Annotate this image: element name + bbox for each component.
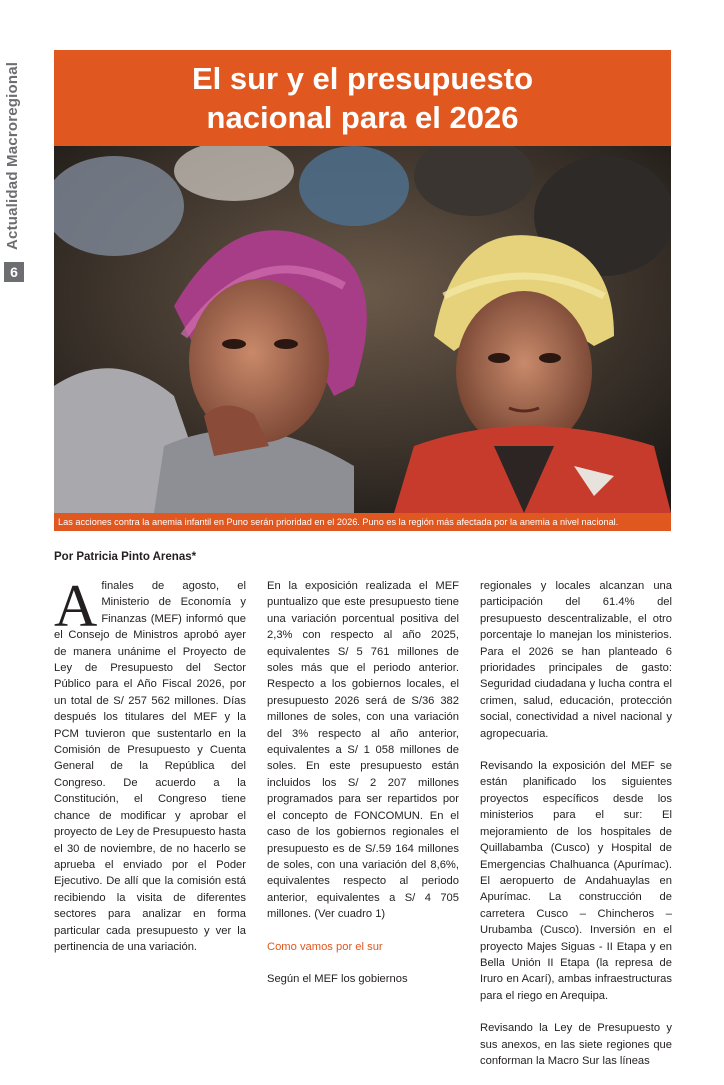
article-title: El sur y el presupuesto nacional para el 2026 bbox=[191, 61, 534, 135]
paragraph-4: Revisando la exposición del MEF se están planificado los siguientes proyectos específicos desde los ministerios para el sur: El mejoramiento de los hospitales de Quillabamba (Cusco) y Hospital de Emergencias Chalhuanca (Apurímac). El aeropuerto de Andahuaylas en Apurímac. La construcción de carretera Cusco – Chincheros – Urubamba (Cusco). Inversión en el proyecto Majes Siguas - II Etapa y en Bella Unión II Etapa (la represa de Iruro en Acarí), ambas infraestructuras para el riego en Arequipa. bbox=[480, 760, 672, 1002]
paragraph-3: Según el MEF los gobiernos bbox=[267, 972, 408, 985]
section-label-text: Actualidad Macroregional bbox=[4, 61, 21, 250]
title-banner bbox=[54, 50, 671, 146]
paragraph-2: En la exposición realizada el MEF puntualizo que este presupuesto tiene una variación porcentual positiva del 2,3% con respecto al año 2025, equivalentes S/ 5 761 millones de soles más que el periodo anterior. Respecto a los gobiernos locales, el presupuesto 2026 será de S/36 382 millones de soles, con una variación del 3% respecto al año anterior, equivalentes a S/ 1 058 millones de soles. En este presupuesto están incluidos los S/ 2 207 millones programados para ser repartidos por el concepto de FONCOMUN. En el caso de los gobiernos regionales el presupuesto es de S/.59 164 millones de soles, con una variación del 8,6%, equivalentes respecto al periodo anterior, equivalentes a S/ 4 705 millones. (Ver cuadro 1) bbox=[267, 580, 459, 921]
article-photo bbox=[54, 146, 671, 513]
byline: Por Patricia Pinto Arenas* bbox=[54, 551, 197, 563]
paragraph-1-text: finales de agosto, el Ministerio de Economía y Finanzas (MEF) informó que el Consejo de Ministros aprobó ayer de manera unánime el Proyecto de Ley de Presupuesto del Sector Público para el Año Fiscal 2026, por un total de S/ 257 562 millones. Días después los titulares del MEF y la PCM tuvieron que sustentarlo en la Comisión de Presupuesto y Cuenta General de la República del Congreso. De acuerdo a la Constitución, el Congreso tiene chance de modificar y aprobar el proyecto de Ley de Presupuesto hasta el 30 de noviembre, de no hacerlo se aprueba el enviado por el Poder Ejecutivo. De allí que la comisión está recibiendo la visita de diferentes sectores para analizar en forma particular cada presupuesto y ver la pertinencia de una variación. bbox=[54, 580, 246, 953]
page-number: 6 bbox=[4, 262, 24, 282]
paragraph-1 bbox=[54, 573, 246, 955]
paragraph-continued: regionales y locales alcanzan una participación del 61.4% del presupuesto descentralizable, el otro porcentaje lo manejan los ministerios. Para el 2026 se han planteado 6 prioridades principales de gasto: Seguridad ciudadana y lucha contra el crimen, salud, educación, protección social, conectividad a nivel nacional y agropecuaria. bbox=[480, 580, 672, 740]
section-subhead: Como vamos por el sur bbox=[267, 940, 383, 953]
section-label bbox=[4, 40, 24, 250]
drop-cap: A bbox=[54, 573, 98, 639]
paragraph-5: Revisando la Ley de Presupuesto y sus anexos, en las siete regiones que conforman la Macro Sur las líneas bbox=[480, 1022, 672, 1067]
column-3 bbox=[480, 578, 672, 1085]
column-2 bbox=[267, 578, 459, 1003]
photo-caption: Las acciones contra la anemia infantil en Puno serán prioridad en el 2026. Puno es la región más afectada por la anemia a nivel nacional. bbox=[54, 513, 671, 531]
column-1 bbox=[54, 573, 246, 971]
children-photo-icon bbox=[54, 146, 671, 513]
